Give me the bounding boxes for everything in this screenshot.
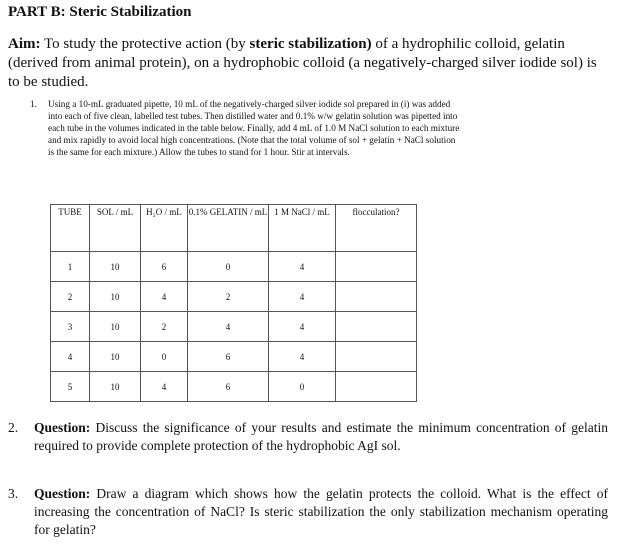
table-row: [51, 372, 417, 402]
cell-gelatin: 4: [188, 312, 269, 342]
cell-flocculation: [336, 312, 417, 342]
cell-tube: 3: [51, 312, 90, 342]
cell-gelatin: 2: [188, 282, 269, 312]
cell-water: 4: [141, 372, 188, 402]
procedure-text: Using a 10-mL graduated pipette, 10 mL of the negatively-charged silver iodide sol prepared in (i) was added into each of five clean, labelled test tubes. Then distilled water and 0.1% w/w gelatin solution was pipetted into each tube in the volumes indicated in the table below. Finally, add 4 mL of 1.0 M NaCl solution to each mixture and mix rapidly to avoid local high concentrations. (Note that the total volume of sol + gelatin + NaCl solution is the same for each mixture.) Allow the tubes to stand for 1 hour. Stir at intervals.: [48, 99, 460, 157]
volumes-table: [50, 204, 417, 402]
cell-gelatin: 6: [188, 372, 269, 402]
cell-nacl: 0: [269, 372, 336, 402]
table-row: [51, 312, 417, 342]
cell-tube: 2: [51, 282, 90, 312]
question-2-text: Discuss the significance of your results and estimate the minimum concentration of gelatin required to provide complete protection of the hydrophobic AgI sol.: [34, 420, 608, 453]
table-row: [51, 342, 417, 372]
header-tube: TUBE: [51, 205, 90, 252]
question-2-label: Question:: [34, 420, 91, 435]
question-3: [8, 485, 608, 539]
cell-water: 0: [141, 342, 188, 372]
cell-gelatin: 6: [188, 342, 269, 372]
header-nacl: 1 M NaCl / mL: [269, 205, 336, 252]
cell-flocculation: [336, 372, 417, 402]
question-2-number: 2.: [8, 420, 19, 435]
aim-text-1: To study the protective action (by: [40, 36, 250, 52]
cell-flocculation: [336, 342, 417, 372]
header-flocculation: flocculation?: [336, 205, 417, 252]
aim-paragraph: [8, 35, 608, 92]
question-3-number: 3.: [8, 486, 19, 501]
cell-gelatin: 0: [188, 252, 269, 282]
aim-label: Aim:: [8, 36, 41, 52]
cell-sol: 10: [90, 372, 141, 402]
table-header-row: [51, 205, 417, 252]
cell-water: 2: [141, 312, 188, 342]
cell-tube: 4: [51, 342, 90, 372]
table-row: [51, 282, 417, 312]
procedure-step: [30, 98, 460, 158]
cell-flocculation: [336, 282, 417, 312]
cell-water: 4: [141, 282, 188, 312]
procedure-number: 1.: [30, 99, 37, 109]
cell-flocculation: [336, 252, 417, 282]
cell-nacl: 4: [269, 252, 336, 282]
aim-text-2: of a hydrophilic colloid, gelatin (derived from animal protein), on a hydrophobic colloid (a negatively-charged silver iodide sol) is to be studied.: [8, 36, 597, 90]
cell-nacl: 4: [269, 342, 336, 372]
cell-sol: 10: [90, 252, 141, 282]
header-gelatin: 0.1% GELATIN / mL: [188, 205, 269, 252]
question-2: [8, 419, 608, 455]
cell-nacl: 4: [269, 282, 336, 312]
cell-sol: 10: [90, 312, 141, 342]
cell-tube: 5: [51, 372, 90, 402]
cell-sol: 10: [90, 282, 141, 312]
question-3-label: Question:: [34, 486, 91, 501]
question-3-text: Draw a diagram which shows how the gelatin protects the colloid. What is the effect of increasing the concentration of NaCl? Is steric stabilization the only stabilization mechanism operating for gelatin?: [34, 486, 608, 537]
table-row: [51, 252, 417, 282]
cell-water: 6: [141, 252, 188, 282]
aim-bold: steric stabilization): [249, 36, 372, 52]
header-sol: SOL / mL: [90, 205, 141, 252]
part-title: PART B: Steric Stabilization: [8, 4, 192, 20]
cell-nacl: 4: [269, 312, 336, 342]
cell-tube: 1: [51, 252, 90, 282]
header-water: H₂O / mL: [141, 205, 188, 252]
cell-sol: 10: [90, 342, 141, 372]
